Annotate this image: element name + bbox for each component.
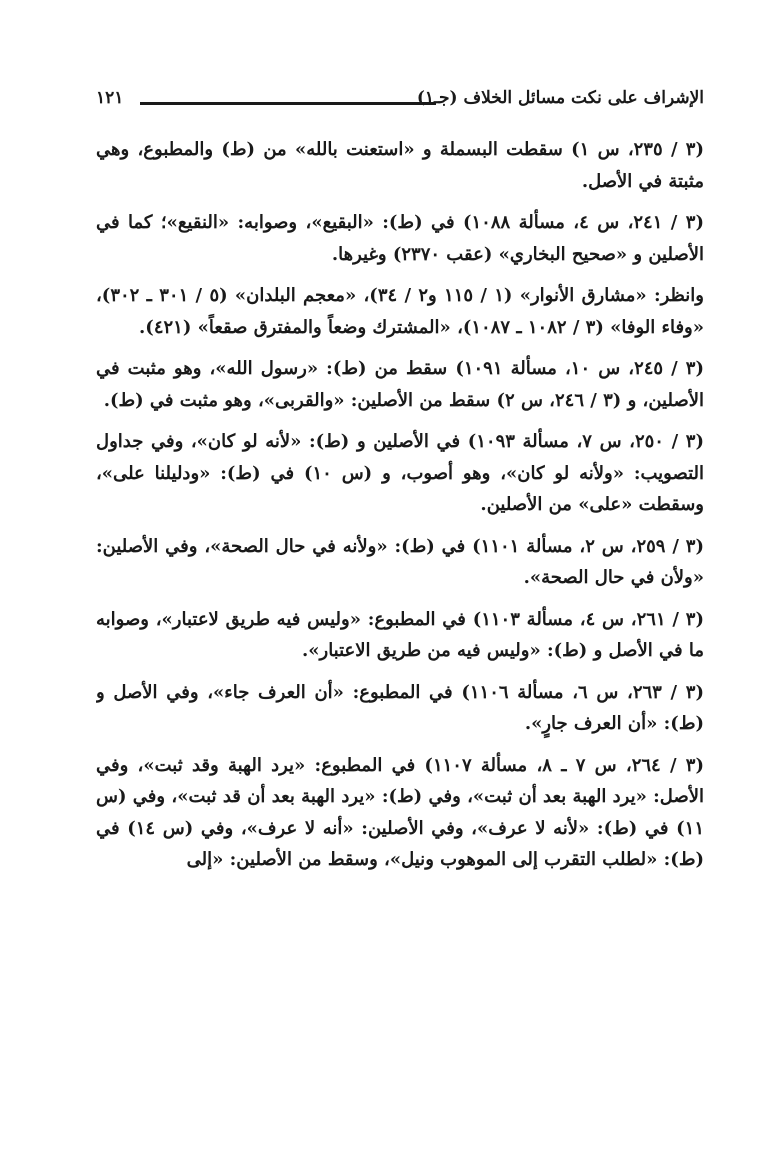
page-number: ١٢١ [96, 88, 124, 108]
note-paragraph: (٣ / ٢٦٣، س ٦، مسألة ١١٠٦) في المطبوع: «أن العرف جاء»، وفي الأصل و (ط): «أن العرف جارٍ». [96, 681, 704, 734]
note-paragraph: (٣ / ٢٣٥، س ١) سقطت البسملة و «استعنت بالله» من (ط) والمطبوع، وهي مثبتة في الأصل. [96, 139, 704, 192]
running-title: الإشراف على نكت مسائل الخلاف (جـ١) [416, 88, 704, 108]
note-paragraph: (٣ / ٢٦١، س ٤، مسألة ١١٠٣) في المطبوع: «وليس فيه طريق لاعتبار»، وصوابه ما في الأصل و (ط): «وليس فيه من طريق الاعتبار». [96, 608, 704, 661]
note-paragraph: (٣ / ٢٥٠، س ٧، مسألة ١٠٩٣) في الأصلين و (ط): «لأنه لو كان»، وفي جداول التصويب: «ولأنه لو كان»، وهو أصوب، و (س ١٠) في (ط): «ودليلنا على»، وسقطت «على» من الأصلين. [96, 431, 704, 515]
note-paragraph: (٣ / ٢٤٥، س ١٠، مسألة ١٠٩١) سقط من (ط): «رسول الله»، وهو مثبت في الأصلين، و (٣ / ٢٤٦، س ٢) سقط من الأصلين: «والقربى»، وهو مثبت في (ط). [96, 358, 704, 411]
page-header [96, 80, 704, 116]
note-paragraph: (٣ / ٢٥٩، س ٢، مسألة ١١٠١) في (ط): «ولأنه في حال الصحة»، وفي الأصلين: «ولأن في حال الصحة». [96, 535, 704, 588]
note-paragraph: (٣ / ٢٤١، س ٤، مسألة ١٠٨٨) في (ط): «البقيع»، وصوابه: «النقيع»؛ كما في الأصلين و «صحيح البخاري» (عقب ٢٣٧٠) وغيرها. [96, 212, 704, 265]
notes-list [96, 134, 704, 876]
document-page [96, 80, 704, 1140]
note-paragraph: (٣ / ٢٦٤، س ٧ ـ ٨، مسألة ١١٠٧) في المطبوع: «يرد الهبة وقد ثبت»، وفي الأصل: «يرد الهبة بعد أن ثبت»، وفي (ط): «يرد الهبة بعد أن قد ثبت»، وفي (س ١١) في (ط): «لأنه لا عرف»، وفي الأصلين: «أنه لا عرف»، وفي (س ١٤) في (ط): «لطلب التقرب إلى الموهوب ونيل»، وسقط من الأصلين: «إلى [96, 754, 704, 870]
note-paragraph: وانظر: «مشارق الأنوار» (١ / ١١٥ و٢ / ٣٤)، «معجم البلدان» (٥ / ٣٠١ ـ ٣٠٢)، «وفاء الوفا» (٣ / ١٠٨٢ ـ ١٠٨٧)، «المشترك وضعاً والمفترق صقعاً» (٤٢١). [96, 285, 704, 338]
header-rule [140, 102, 436, 105]
